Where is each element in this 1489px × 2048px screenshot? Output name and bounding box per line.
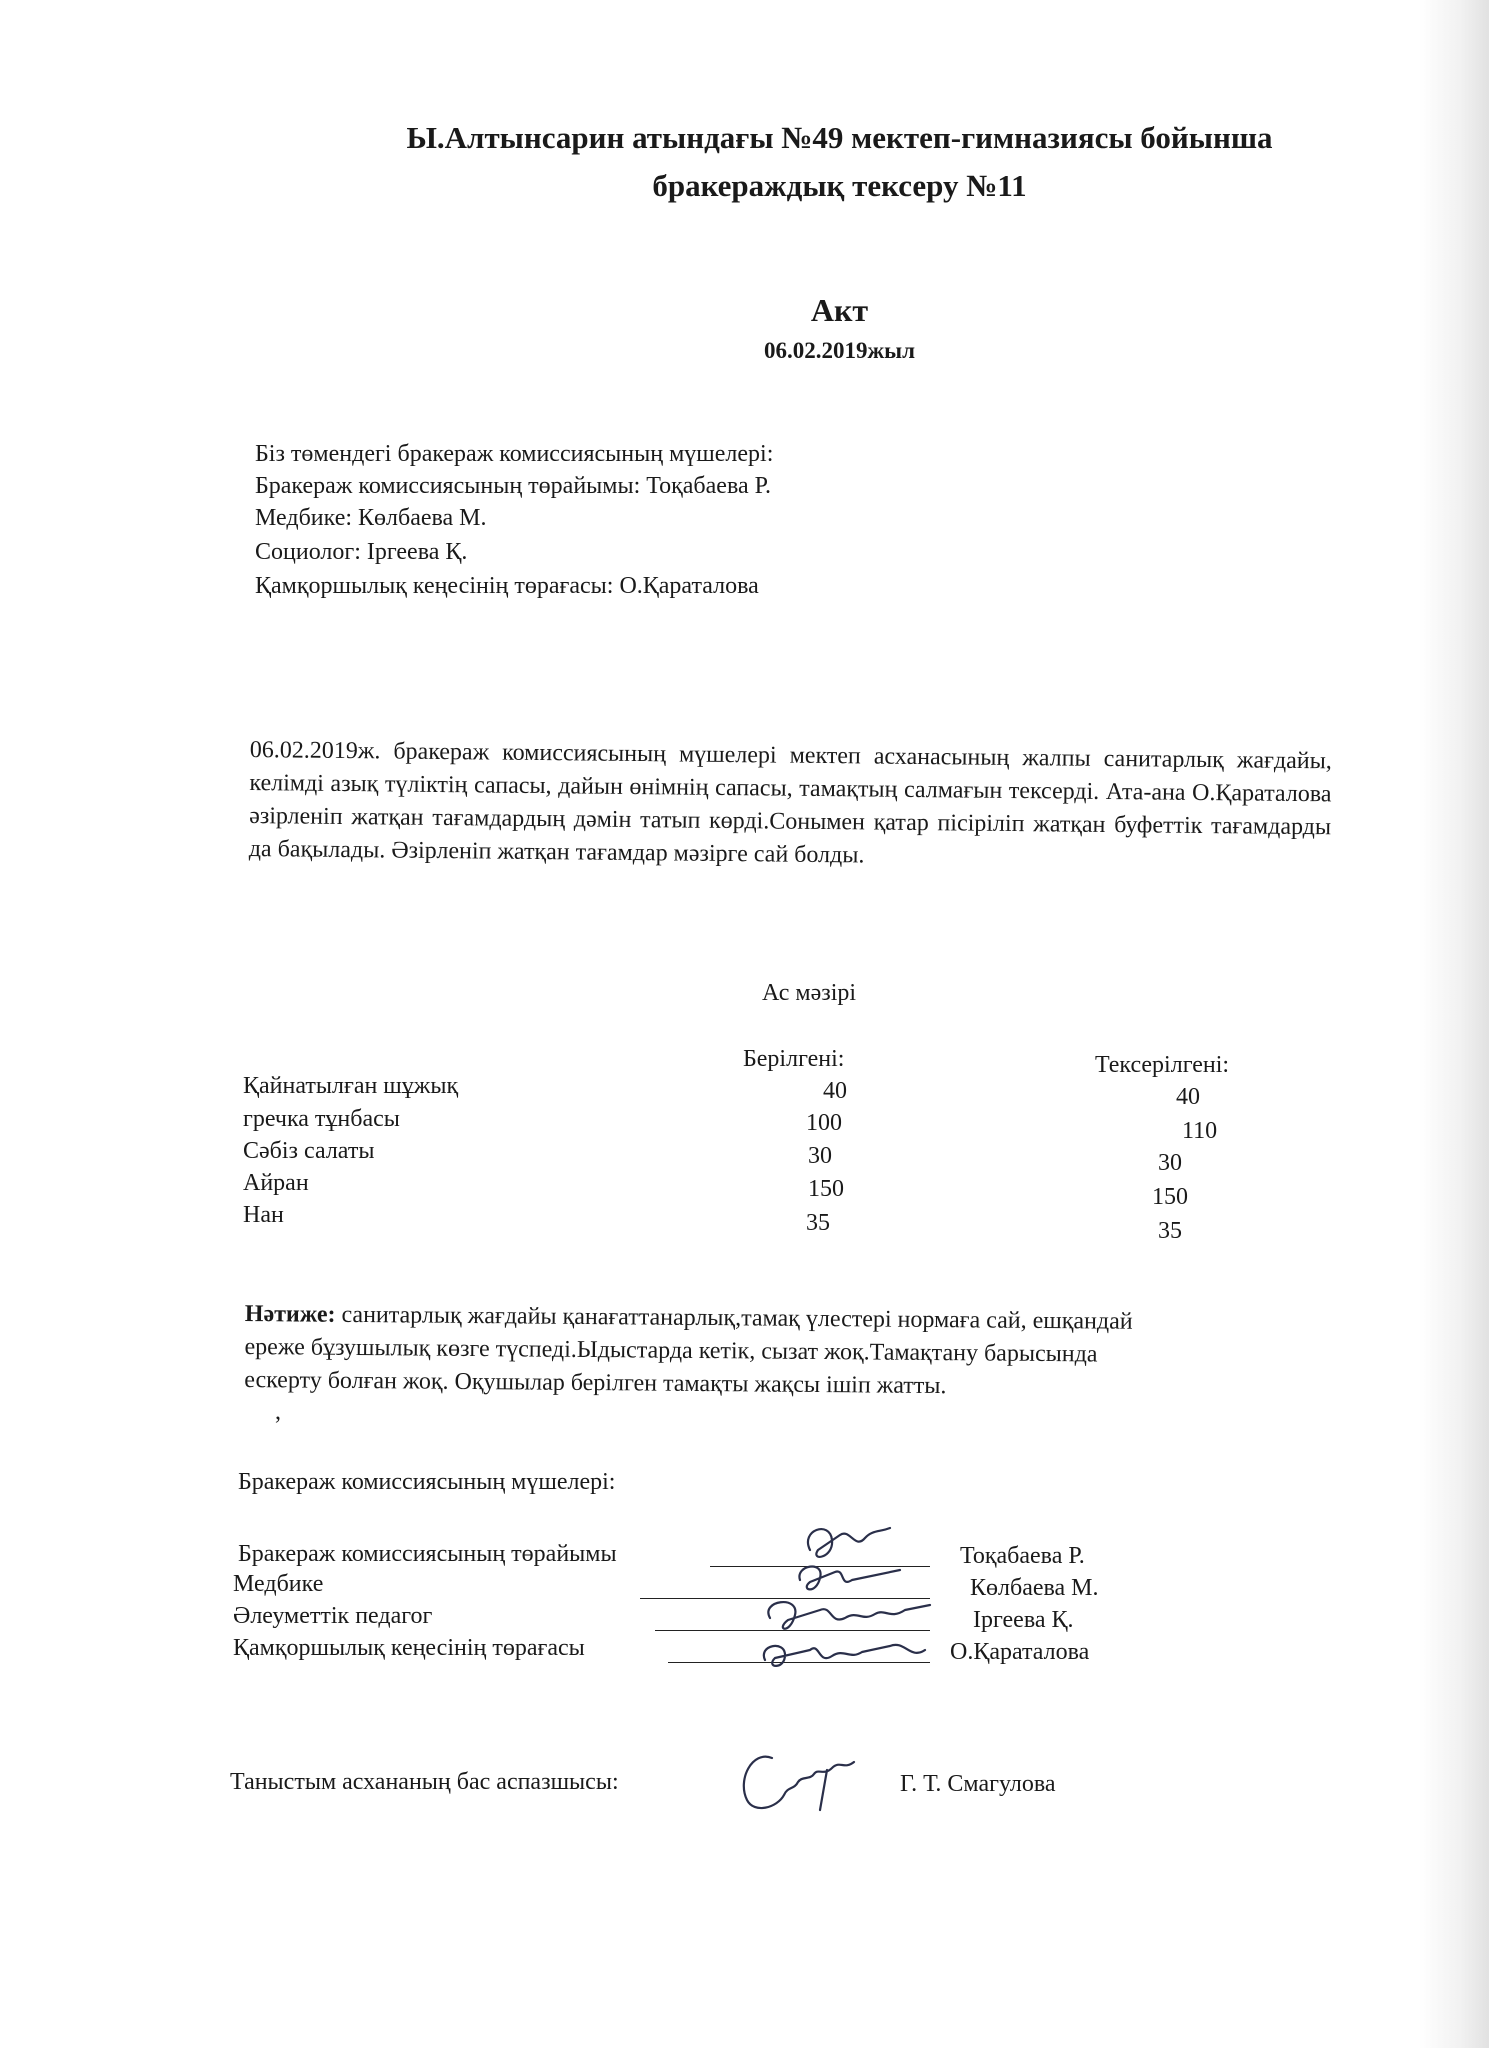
menu-item-name: Нан — [243, 1202, 284, 1228]
menu-item-name: Айран — [243, 1170, 309, 1196]
commission-chair-line: Бракераж комиссиясының төрайымы: Тоқабаева Р. — [255, 473, 771, 499]
result-text-1: санитарлық жағдайы қанағаттанарлық,тамақ үлестері нормаға сай, ешқандай — [335, 1301, 1133, 1335]
menu-item-given: 100 — [806, 1110, 842, 1136]
menu-item-given: 35 — [806, 1210, 830, 1236]
member-name-council: О.Қараталова — [950, 1639, 1090, 1665]
member-name-social-pedagogue: Іргеева Қ. — [973, 1607, 1074, 1633]
stray-mark: , — [275, 1399, 281, 1425]
acknowledgement-label: Таныстым асхананың бас аспазшысы: — [230, 1769, 619, 1795]
member-name-chair: Тоқабаева Р. — [960, 1543, 1085, 1569]
member-role-council: Қамқоршылық кеңесінің төрағасы — [233, 1635, 585, 1661]
menu-item-checked: 110 — [1182, 1118, 1218, 1144]
members-heading: Бракераж комиссиясының мүшелері: — [238, 1469, 616, 1495]
menu-col-checked: Тексерілгені: — [1095, 1052, 1230, 1078]
act-label: Акт — [810, 292, 869, 328]
result-text-2: ереже бұзушылық көзге түспеді.Ыдыстарда кетік, сызат жоқ.Тамақтану барысында — [244, 1333, 1098, 1368]
member-name-nurse: Көлбаева М. — [970, 1575, 1099, 1601]
commission-intro-line: Біз төмендегі бракераж комиссиясының мүшелері: — [255, 441, 774, 467]
commission-nurse-line: Медбике: Көлбаева М. — [255, 505, 487, 531]
menu-item-name: гречка тұнбасы — [243, 1106, 400, 1132]
menu-title: Ас мәзірі — [762, 980, 857, 1006]
handwritten-signatures-image — [740, 1510, 940, 1685]
menu-item-checked: 30 — [1158, 1150, 1182, 1176]
menu-item-checked: 35 — [1158, 1218, 1182, 1244]
member-role-nurse: Медбике — [233, 1571, 324, 1597]
menu-item-name: Қайнатылған шұжық — [243, 1073, 459, 1099]
result-text-3: ескерту болған жоқ. Оқушылар берілген тамақты жақсы ішіп жатты. — [244, 1366, 947, 1400]
menu-item-given: 40 — [823, 1078, 847, 1104]
member-role-social-pedagogue: Әлеуметтік педагог — [233, 1603, 433, 1629]
commission-sociologist-line: Социолог: Іргеева Қ. — [255, 539, 468, 565]
document-title-line1: Ы.Алтынсарин атындағы №49 мектеп-гимназиясы бойынша — [406, 120, 1273, 155]
menu-item-checked: 40 — [1176, 1084, 1200, 1110]
inspection-paragraph: 06.02.2019ж. бракераж комиссиясының мүшелері мектеп асханасының жалпы санитарлық жағдайы, келімді азық түліктің сапасы, дайын өнімнің сапасы, тамақтың салмағын тексерді. Ата-ана О.Қараталова әзірленіп жатқан тағамдардың дәмін татып көрді.Сонымен қатар пісіріліп жатқан буфеттік тағамдарды да бақылады. Әзірленіп жатқан тағамдар мәзірге сай болды. — [248, 736, 1332, 869]
menu-item-given: 150 — [808, 1176, 844, 1202]
menu-item-checked: 150 — [1152, 1184, 1188, 1210]
member-role-chair: Бракераж комиссиясының төрайымы — [238, 1541, 617, 1567]
result-label: Нәтиже: — [244, 1300, 336, 1328]
menu-item-name: Сәбіз салаты — [243, 1138, 375, 1164]
menu-col-given: Берілгені: — [743, 1046, 845, 1072]
document-title-line2: бракераждық тексеру №11 — [652, 168, 1027, 203]
menu-item-given: 30 — [808, 1143, 832, 1169]
act-date: 06.02.2019жыл — [763, 338, 916, 363]
chef-signature-image — [732, 1740, 862, 1820]
commission-council-line: Қамқоршылық кеңесінің төрағасы: О.Қараталова — [255, 573, 759, 599]
chef-name: Г. Т. Смагулова — [900, 1771, 1056, 1797]
